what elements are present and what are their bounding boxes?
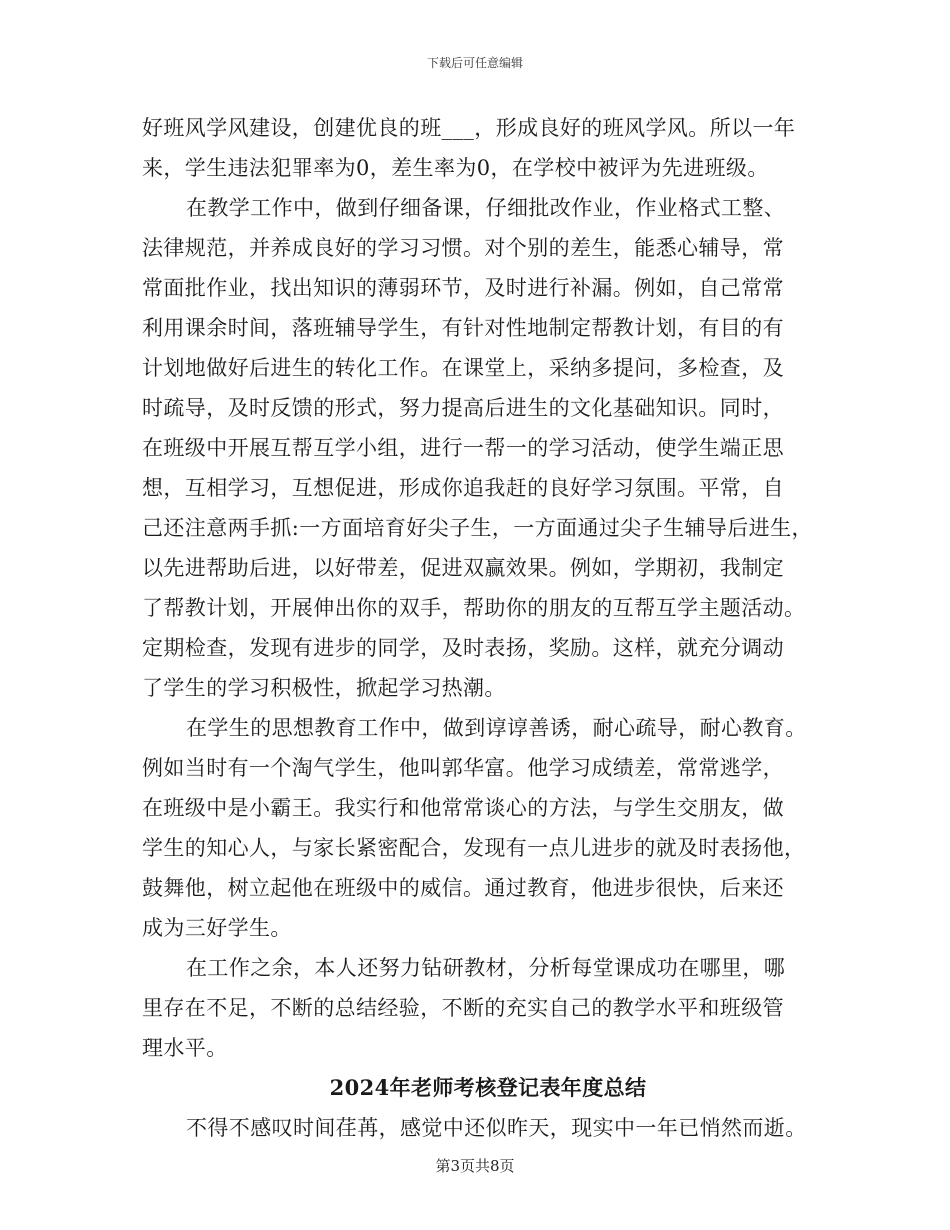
paragraph-line: 不得不感叹时间荏苒，感觉中还似昨天，现实中一年已悄然而逝。 — [186, 1116, 807, 1140]
page-footer: 第3页共8页 — [435, 1157, 515, 1175]
paragraph-line: 了学生的学习积极性，掀起学习热潮。 — [142, 676, 506, 700]
page-header: 下载后可任意编辑 — [426, 56, 523, 70]
document-body — [142, 108, 814, 1148]
paragraph-line: 成为三好学生。 — [142, 916, 292, 940]
section-title: 2024年老师考核登记表年度总结 — [329, 1075, 647, 1100]
paragraph-line: 想，互相学习，互想促进，形成你追我赶的良好学习氛围。平常，自 — [142, 476, 784, 500]
paragraph-line: 己还注意两手抓:一方面培育好尖子生，一方面通过尖子生辅导后进生， — [142, 516, 813, 540]
paragraph-line: 常面批作业，找出知识的薄弱环节，及时进行补漏。例如，自己常常 — [142, 276, 784, 300]
paragraph-line: 理水平。 — [142, 1036, 228, 1060]
paragraph-line: 利用课余时间，落班辅导学生，有针对性地制定帮教计划，有目的有 — [142, 316, 784, 340]
paragraph-line: 法律规范，并养成良好的学习习惯。对个别的差生，能悉心辅导，常 — [142, 236, 784, 260]
paragraph-line: 了帮教计划，开展伸出你的双手，帮助你的朋友的互帮互学主题活动。 — [142, 596, 806, 620]
paragraph-line: 在班级中是小霸王。我实行和他常常谈心的方法，与学生交朋友，做 — [142, 796, 784, 820]
paragraph-line: 以先进帮助后进，以好带差，促进双赢效果。例如，学期初，我制定 — [142, 556, 784, 580]
paragraph-line: 计划地做好后进生的转化工作。在课堂上，采纳多提问，多检查，及 — [142, 356, 784, 380]
paragraph-line: 好班风学风建设，创建优良的班___，形成良好的班风学风。所以一年 — [142, 116, 796, 140]
paragraph-line: 在班级中开展互帮互学小组，进行一帮一的学习活动，使学生端正思 — [142, 436, 784, 460]
paragraph-line: 在教学工作中，做到仔细备课，仔细批改作业，作业格式工整、 — [186, 196, 786, 220]
paragraph-line: 例如当时有一个淘气学生，他叫郭华富。他学习成绩差，常常逃学， — [142, 756, 784, 780]
paragraph-line: 在学生的思想教育工作中，做到谆谆善诱，耐心疏导，耐心教育。 — [186, 716, 807, 740]
paragraph-line: 定期检查，发现有进步的同学，及时表扬，奖励。这样，就充分调动 — [142, 636, 784, 660]
paragraph-line: 在工作之余，本人还努力钻研教材，分析每堂课成功在哪里，哪 — [186, 956, 786, 980]
paragraph-line: 时疏导，及时反馈的形式，努力提高后进生的文化基础知识。同时， — [142, 396, 784, 420]
paragraph-line: 鼓舞他，树立起他在班级中的威信。通过教育，他进步很快，后来还 — [142, 876, 784, 900]
paragraph-line: 学生的知心人，与家长紧密配合，发现有一点儿进步的就及时表扬他， — [142, 836, 806, 860]
paragraph-line: 来，学生违法犯罪率为0，差生率为0，在学校中被评为先进班级。 — [142, 156, 769, 180]
paragraph-line: 里存在不足，不断的总结经验，不断的充实自己的教学水平和班级管 — [142, 996, 784, 1020]
